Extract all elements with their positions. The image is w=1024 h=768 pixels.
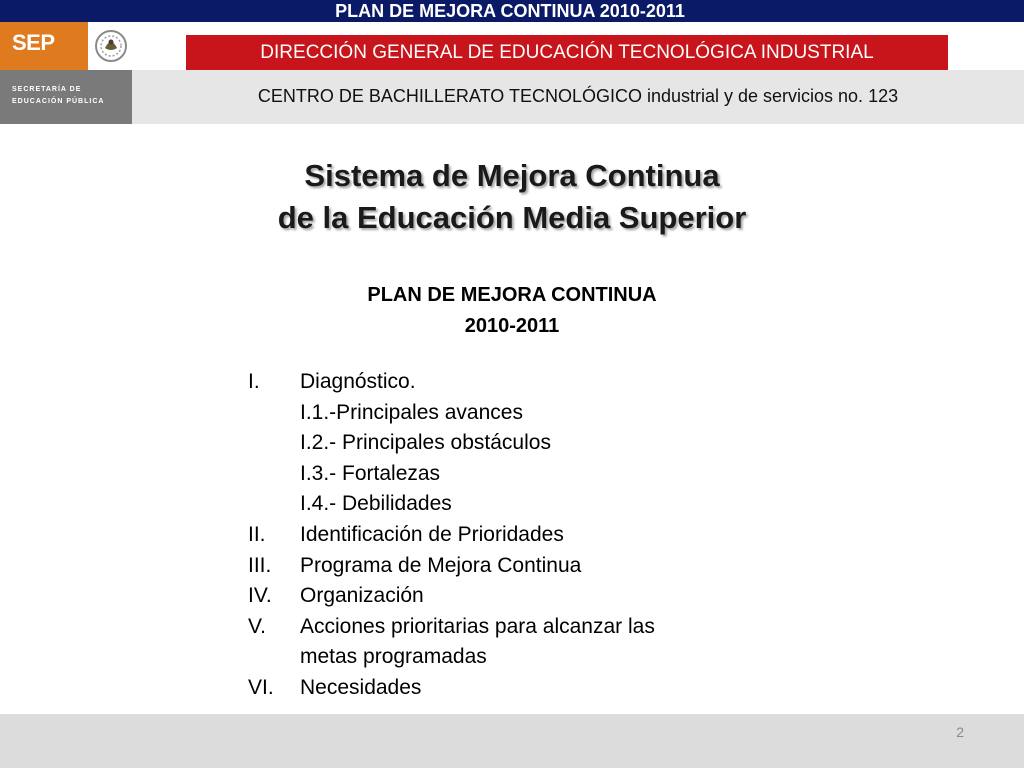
slide-title — [0, 155, 1024, 239]
outline-item — [248, 459, 808, 490]
page-number: 2 — [956, 724, 964, 740]
outline-number: V. — [248, 614, 266, 638]
outline-text: I.4.- Debilidades — [300, 492, 452, 516]
slide-title-line2: de la Educación Media Superior — [277, 200, 747, 235]
coat-of-arms-icon — [90, 22, 132, 70]
outline-text: I.3.- Fortalezas — [300, 461, 441, 485]
outline-item — [248, 428, 808, 459]
outline-number: II. — [248, 522, 266, 546]
outline-item — [248, 520, 808, 551]
plan-subtitle — [0, 280, 1024, 342]
direccion-banner — [186, 35, 948, 70]
outline-item — [248, 398, 808, 429]
plan-subtitle-line2: 2010-2011 — [464, 315, 560, 337]
outline-item — [248, 612, 808, 643]
outline-item — [248, 673, 808, 704]
outline-number: IV. — [248, 584, 272, 608]
outline-text: Necesidades — [300, 675, 422, 699]
sep-logo-line1: SECRETARÍA DE — [12, 86, 82, 93]
centro-name: CENTRO DE BACHILLERATO TECNOLÓGICO industrial y de servicios no. 123 — [257, 86, 899, 106]
top-title: PLAN DE MEJORA CONTINUA 2010-2011 — [335, 1, 685, 21]
plan-subtitle-line1: PLAN DE MEJORA CONTINUA — [367, 284, 657, 306]
outline-number: III. — [248, 553, 272, 577]
slide-footer — [0, 714, 1024, 768]
slide-title-line1: Sistema de Mejora Continua — [304, 158, 720, 193]
outline-number: I. — [248, 370, 260, 393]
outline-item — [248, 642, 808, 673]
sep-logo-line2: EDUCACIÓN PÚBLICA — [12, 98, 105, 105]
outline-item — [248, 367, 808, 398]
outline-text: metas programadas — [300, 645, 487, 669]
top-title-bar — [0, 0, 1024, 22]
outline-text: Acciones prioritarias para alcanzar las — [300, 614, 655, 638]
direccion-text: DIRECCIÓN GENERAL DE EDUCACIÓN TECNOLÓGICA INDUSTRIAL — [260, 42, 874, 63]
outline-number: VI. — [248, 675, 274, 699]
outline-list — [248, 367, 808, 704]
outline-item — [248, 551, 808, 582]
outline-item — [248, 581, 808, 612]
sep-logo-text — [12, 84, 104, 108]
outline-text: I.1.-Principales avances — [300, 400, 523, 424]
outline-text: Diagnóstico. — [300, 370, 416, 393]
outline-text: Programa de Mejora Continua — [300, 553, 582, 577]
outline-text: I.2.- Principales obstáculos — [300, 431, 551, 455]
outline-text: Identificación de Prioridades — [300, 522, 564, 546]
outline-item — [248, 489, 808, 520]
outline-text: Organización — [300, 584, 424, 608]
sep-logo-acronym: SEP — [12, 30, 55, 55]
